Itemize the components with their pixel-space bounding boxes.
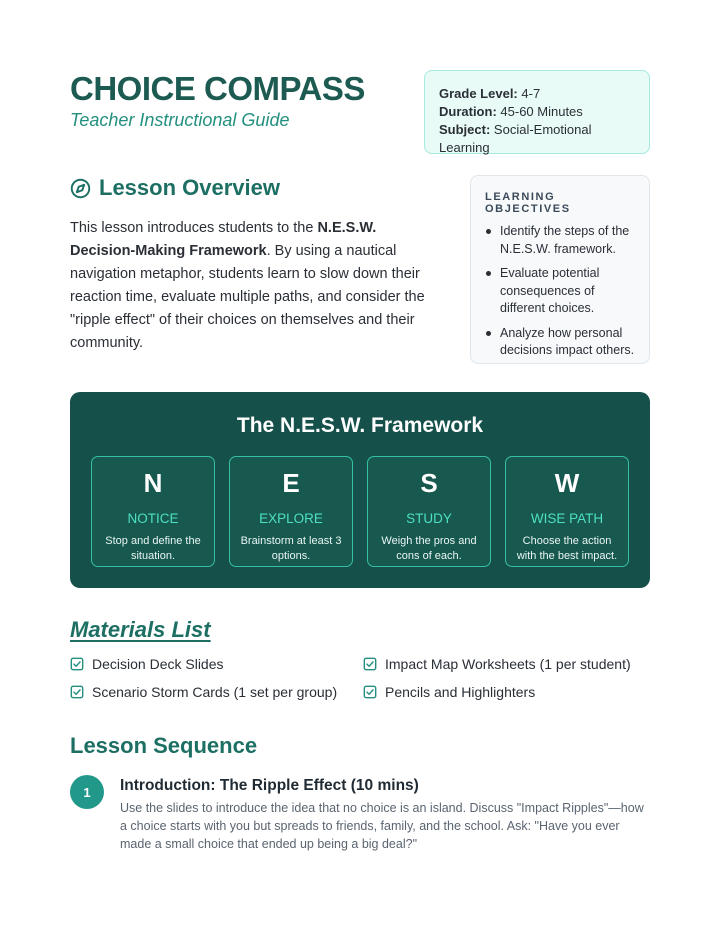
objectives-list (485, 223, 635, 360)
framework-card-explore (229, 456, 353, 567)
duration-label: Duration: (439, 104, 497, 119)
card-letter: N (143, 468, 163, 498)
material-item-label: Pencils and Highlighters (385, 684, 536, 700)
sequence-heading: Lesson Sequence (70, 733, 258, 758)
material-item (70, 656, 224, 672)
lesson-meta-box (424, 70, 650, 154)
objectives-heading: LEARNING OBJECTIVES (485, 191, 571, 215)
material-item (363, 684, 535, 700)
subject-value: Social-Emotional Learning (439, 122, 592, 155)
overview-heading-text: Lesson Overview (99, 175, 280, 200)
objective-item: Identify the steps of the N.E.S.W. framework. (485, 223, 635, 258)
card-word: NOTICE (127, 511, 179, 526)
framework-title: The N.E.S.W. Framework (236, 414, 484, 437)
card-letter: S (420, 468, 438, 498)
material-item (363, 656, 631, 672)
checkbox-icon (363, 657, 377, 671)
step-title: Introduction: The Ripple Effect (10 mins) (120, 777, 419, 794)
page-subtitle: Teacher Instructional Guide (70, 110, 290, 130)
framework-card-wise-path (505, 456, 629, 567)
step-number-badge: 1 (70, 775, 104, 809)
material-item (70, 684, 337, 700)
overview-heading (70, 175, 280, 201)
grade-level-line (439, 85, 635, 103)
duration-value: 45-60 Minutes (500, 104, 583, 119)
card-description: Stop and define the situation. (105, 535, 201, 562)
grade-level-value: 4-7 (521, 86, 541, 101)
objective-item: Analyze how personal decisions impact others. (485, 325, 635, 360)
subject-line (439, 121, 635, 157)
learning-objectives-box (470, 175, 650, 364)
framework-card-notice (91, 456, 215, 567)
card-word: WISE PATH (530, 511, 604, 526)
material-item-label: Decision Deck Slides (92, 656, 224, 672)
checkbox-icon (70, 685, 84, 699)
overview-text-bold: N.E.S.W. Decision-Making Framework (70, 220, 377, 259)
page-title: CHOICE COMPASS (70, 70, 365, 107)
checkbox-icon (70, 657, 84, 671)
materials-heading: Materials List (70, 617, 211, 642)
material-item-label: Scenario Storm Cards (1 set per group) (92, 684, 338, 700)
objective-item: Evaluate potential consequences of different choices. (485, 265, 635, 318)
overview-text-end: . By using a nautical navigation metaphor, students learn to slow down their reaction time, evaluate multiple paths, and consider the "ripple effect" of their choices on themselves and their community. (70, 243, 425, 351)
subject-label: Subject: (439, 122, 491, 137)
material-item-label: Impact Map Worksheets (1 per student) (385, 656, 631, 672)
card-description: Brainstorm at least 3 options. (240, 535, 342, 562)
step-description: Use the slides to introduce the idea that no choice is an island. Discuss "Impact Ripples"—how a choice starts with you but spreads to friends, family, and the school. Ask: "Have you ever made a small choice that ended up being a big deal?" (120, 801, 644, 851)
overview-paragraph (70, 217, 442, 355)
header (70, 70, 365, 132)
card-letter: W (554, 468, 580, 498)
card-letter: E (282, 468, 300, 498)
framework-panel (70, 392, 650, 588)
card-word: STUDY (406, 511, 452, 526)
duration-line (439, 103, 635, 121)
overview-text-start: This lesson introduces students to the (70, 220, 318, 236)
framework-card-study (367, 456, 491, 567)
card-description: Weigh the pros and cons of each. (381, 535, 477, 562)
grade-level-label: Grade Level: (439, 86, 518, 101)
checkbox-icon (363, 685, 377, 699)
compass-icon (70, 178, 91, 199)
card-description: Choose the action with the best impact. (516, 535, 618, 562)
card-word: EXPLORE (259, 511, 323, 526)
